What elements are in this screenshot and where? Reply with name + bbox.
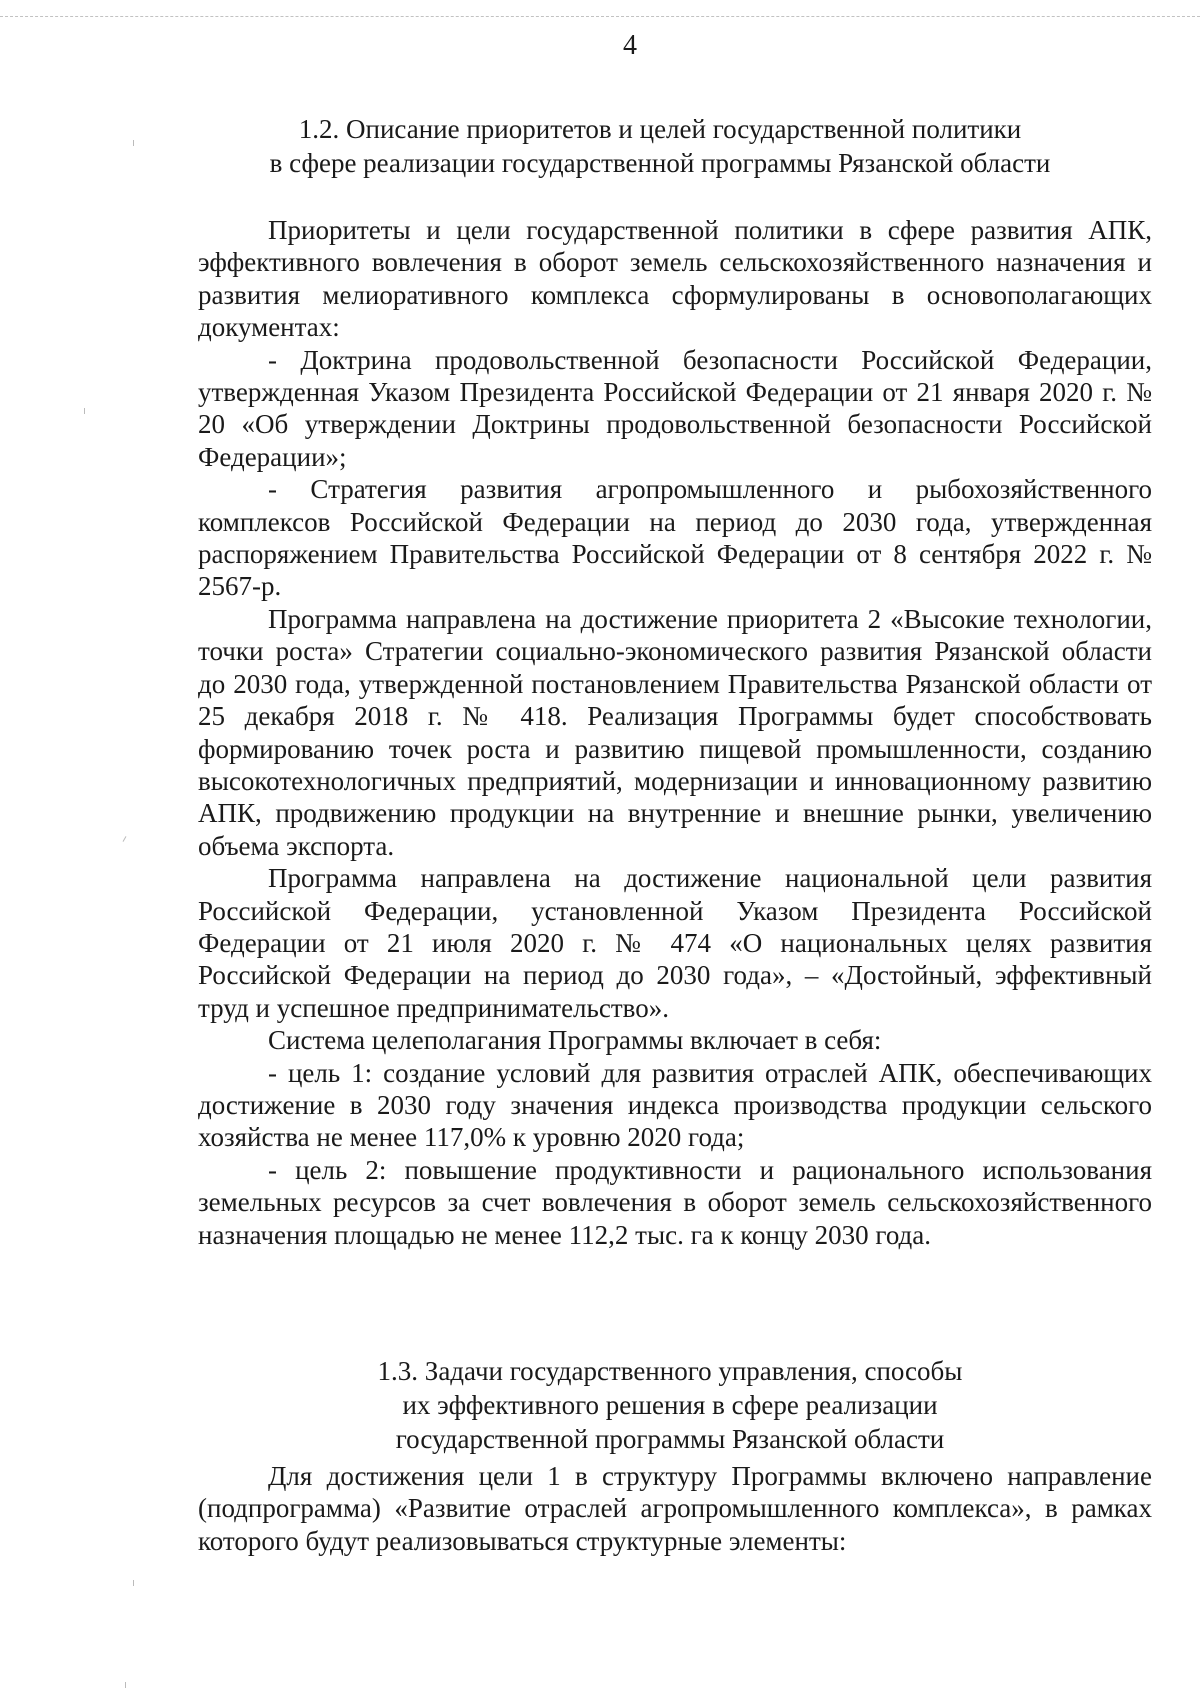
section-heading-1-3 [240, 1354, 1100, 1456]
paragraph: Приоритеты и цели государственной политики в сфере развития АПК, эффективного вовлечения в оборот земель сельскохозяйственного назначения и развития мелиоративного комплекса сформулированы в основополагающих документах: [198, 215, 1152, 343]
heading-line: 1.2. Описание приоритетов и целей государственной политики [298, 114, 1022, 144]
heading-line: государственной программы Рязанской области [395, 1424, 945, 1454]
scan-speck [133, 1580, 134, 1586]
list-item: - цель 1: создание условий для развития отраслей АПК, обеспечивающих достижение в 2030 году значения индекса производства продукции сельского хозяйства не менее 117,0% к уровню 2020 года; [198, 1057, 1152, 1153]
scan-speck [123, 836, 127, 842]
paragraph: Для достижения цели 1 в структуру Программы включено направление (подпрограмма) «Развитие отраслей агропромышленного комплекса», в рамках которого будут реализовываться структурные элементы: [198, 1461, 1152, 1556]
scan-speck [133, 140, 134, 146]
paragraph: Программа направлена на достижение приоритета 2 «Высокие технологии, точки роста» Стратегии социально-экономического развития Рязанской области до 2030 года, утвержденной постановлением Правительства Рязанской области от 25 декабря 2018 г. № 418. Реализация Программы будет способствовать формированию точек роста и развитию пищевой промышленности, созданию высокотехнологичных предприятий, модернизации и инновационному развитию АПК, продвижению продукции на внутренние и внешние рынки, увеличению объема экспорта. [198, 603, 1152, 861]
section-heading-1-2 [160, 112, 1160, 180]
paragraph: Система целеполагания Программы включает в себя: [268, 1025, 882, 1056]
scan-speck [125, 1682, 126, 1688]
heading-line: в сфере реализации государственной программы Рязанской области [269, 148, 1051, 178]
scan-edge-line [0, 16, 1200, 17]
section-body-1-2 [198, 214, 1152, 1251]
section-body-1-3 [198, 1460, 1152, 1557]
list-item: - цель 2: повышение продуктивности и рационального использования земельных ресурсов за счет вовлечения в оборот земель сельскохозяйственного назначения площадью не менее 112,2 тыс. га к концу 2030 года. [198, 1154, 1152, 1250]
list-item: - Доктрина продовольственной безопасности Российской Федерации, утвержденная Указом Президента Российской Федерации от 21 января 2020 г. № 20 «Об утверждении Доктрины продовольственной безопасности Российской Федерации»; [198, 344, 1152, 472]
heading-line: 1.3. Задачи государственного управления, способы [377, 1356, 963, 1386]
list-item: - Стратегия развития агропромышленного и рыбохозяйственного комплексов Российской Федерации на период до 2030 года, утвержденная распоряжением Правительства Российской Федерации от 8 сентября 2022 г. № 2567-р. [198, 474, 1152, 602]
heading-line: их эффективного решения в сфере реализации [402, 1390, 938, 1420]
page-number: 4 [623, 30, 637, 61]
scan-speck [84, 408, 85, 414]
paragraph: Программа направлена на достижение национальной цели развития Российской Федерации, установленной Указом Президента Российской Федерации от 21 июля 2020 г. № 474 «О национальных целях развития Российской Федерации на период до 2030 года», – «Достойный, эффективный труд и успешное предпринимательство». [198, 863, 1152, 1023]
